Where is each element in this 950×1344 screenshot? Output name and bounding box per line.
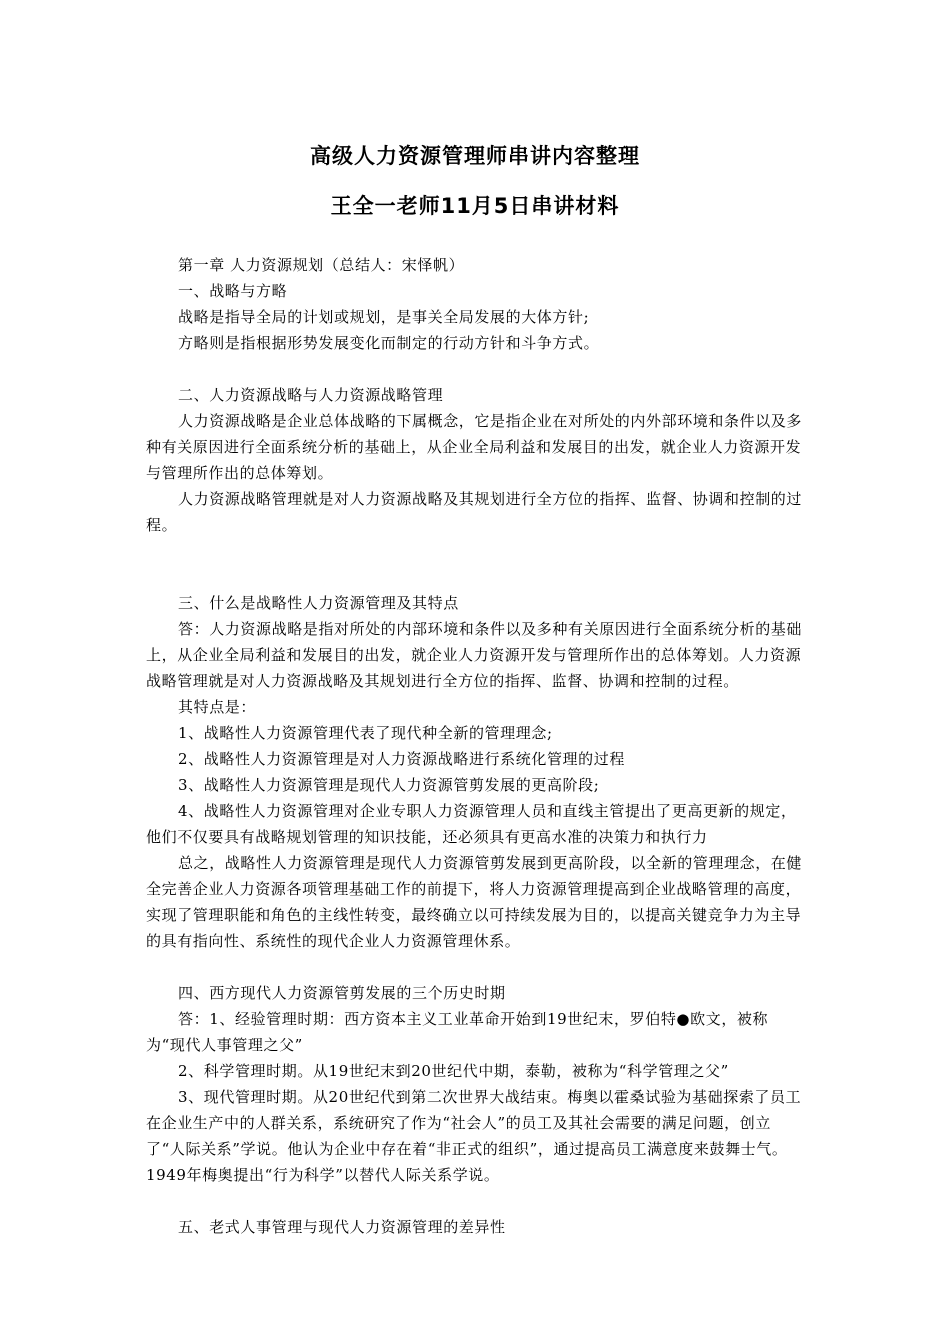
- paragraph: 其特点是：: [178, 698, 257, 716]
- paragraph: 人力资源战略管理就是对人力资源战略及其规划进行全方位的指挥、监督、协调和控制的过程。: [146, 490, 803, 534]
- document-subtitle: 王全一老师11月5日串讲材料: [330, 194, 620, 218]
- paragraph: 战略是指导全局的计划或规划，是事关全局发展的大体方针;: [178, 308, 590, 326]
- list-item: 2、科学管理时期。从19世纪末到20世纪代中期，泰勒，被称为“科学管理之父”: [178, 1062, 729, 1080]
- section-heading-4: 四、西方现代人力资源管剪发展的三个历史时期: [178, 984, 506, 1002]
- section-heading-1: 一、战略与方略: [178, 282, 288, 300]
- spacer: [146, 538, 806, 590]
- spacer: [146, 954, 806, 980]
- paragraph: 总之，战略性人力资源管理是现代人力资源管剪发展到更高阶段，以全新的管理理念，在健全完善企业人力资源各项管理基础工作的前提下，将人力资源管理提高到企业战略管理的高度，实现了管理职能和角色的主线性转变，最终确立以可持续发展为目的，以提高关键竞争力为主导的具有指向性、系统性的现代企业人力资源管理休系。: [146, 854, 803, 950]
- document-title: 高级人力资源管理师串讲内容整理: [310, 144, 640, 168]
- section-heading-3: 三、什么是战略性人力资源管理及其特点: [178, 594, 459, 612]
- chapter-heading: 第一章 人力资源规划（总结人：宋怿帆）: [178, 256, 465, 274]
- spacer: [146, 356, 806, 382]
- spacer: [146, 1188, 806, 1214]
- list-item: 答：1、经验管理时期：西方资本主义工业革命开始到19世纪末，罗伯特●欧文，被称为“现代人事管理之父”: [146, 1010, 769, 1054]
- paragraph: 答：人力资源战略是指对所处的内部环境和条件以及多种有关原因进行全面系统分析的基础上，从企业全局利益和发展目的出发，就企业人力资源开发与管理所作出的总体筹划。人力资源战略管理就是对人力资源战略及其规划进行全方位的指挥、监督、协调和控制的过程。: [146, 620, 803, 690]
- list-item: 4、战略性人力资源管理对企业专职人力资源管理人员和直线主管提出了更高更新的规定，他们不仅要具有战略规划管理的知识技能，还必须具有更高水准的决策力和执行力: [146, 802, 797, 846]
- document-body: [146, 252, 806, 1240]
- section-heading-2: 二、人力资源战略与人力资源战略管理: [178, 386, 444, 404]
- paragraph: 人力资源战略是企业总体战略的下属概念，它是指企业在对所处的内外部环境和条件以及多种有关原因进行全面系统分析的基础上，从企业全局利益和发展目的出发，就企业人力资源开发与管理所作出的总体筹划。: [146, 412, 803, 482]
- section-heading-5: 五、老式人事管理与现代人力资源管理的差异性: [178, 1218, 506, 1236]
- list-item: 1、战略性人力资源管理代表了现代种全新的管理理念;: [178, 724, 553, 742]
- paragraph: 方略则是指根据形势发展变化而制定的行动方针和斗争方式。: [178, 334, 600, 352]
- list-item: 3、战略性人力资源管理是现代人力资源管剪发展的更高阶段;: [178, 776, 600, 794]
- list-item: 3、现代管理时期。从20世纪代到第二次世界大战结束。梅奥以霍桑试验为基础探索了员工在企业生产中的人群关系，系统研究了作为“社会人”的员工及其社会需要的满足问题，创立了“人际关系”学说。他认为企业中存在着“非正式的组织”，通过提高员工满意度来鼓舞士气。1949年梅奥提出“行为科学”以替代人际关系学说。: [146, 1088, 802, 1184]
- list-item: 2、战略性人力资源管理是对人力资源战略进行系统化管理的过程: [178, 750, 625, 768]
